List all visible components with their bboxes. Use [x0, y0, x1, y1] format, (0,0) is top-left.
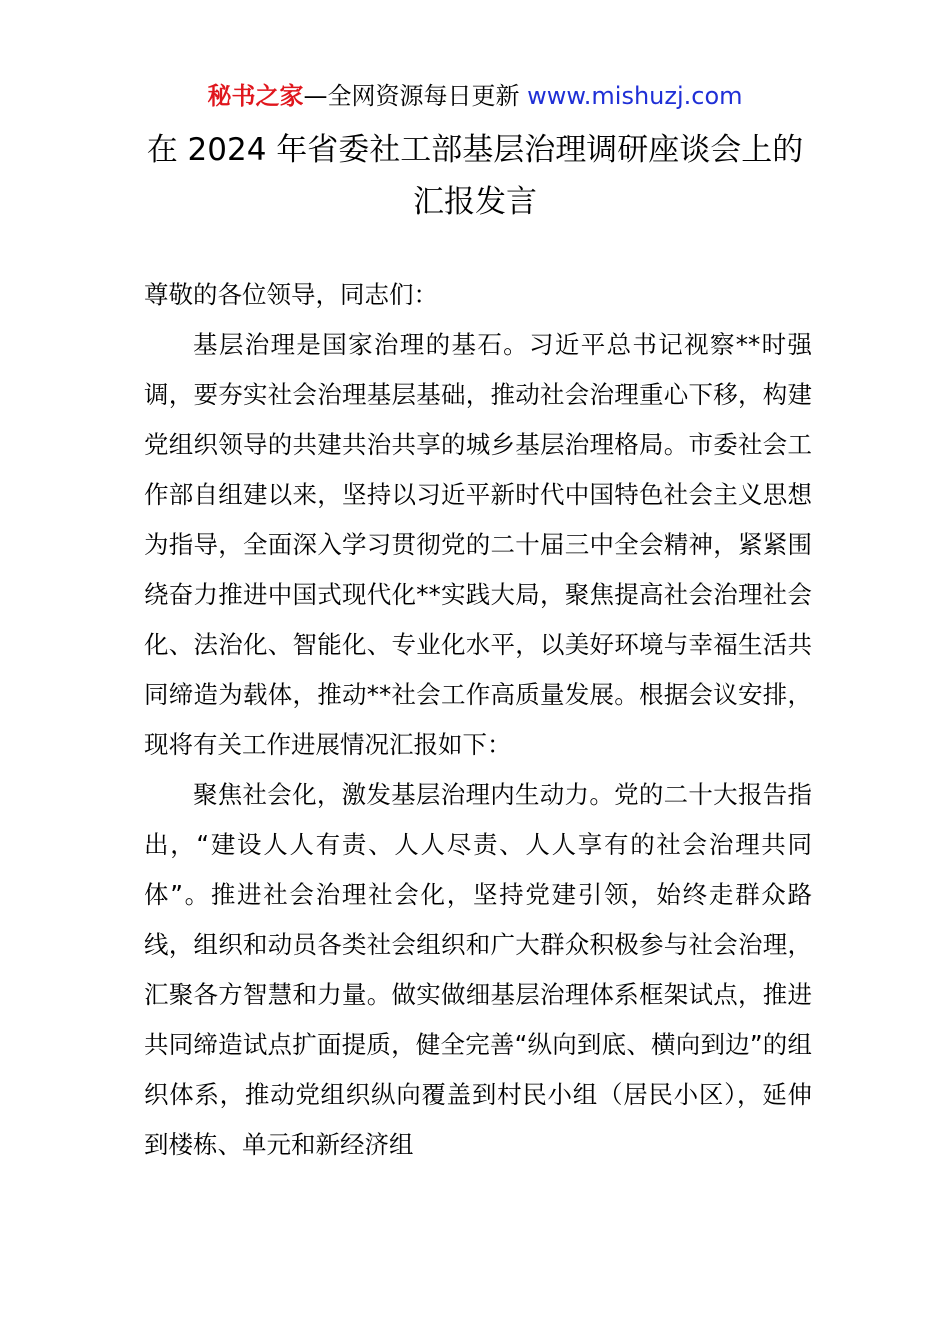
document-body: [144, 270, 812, 1170]
salutation: 尊敬的各位领导，同志们：: [144, 280, 438, 309]
document-title: [0, 124, 950, 228]
site-header: [0, 80, 950, 112]
title-line-2: 汇报发言: [413, 184, 537, 220]
brand-name: 秘书之家: [207, 82, 304, 110]
site-url-link[interactable]: www.mishuzj.com: [527, 82, 743, 110]
paragraph-socialization: 聚焦社会化，激发基层治理内生动力。党的二十大报告指出，“建设人人有责、人人尽责、人人享有的社会治理共同体”。推进社会治理社会化，坚持党建引领，始终走群众路线，组织和动员各类社会组织和广大群众积极参与社会治理，汇聚各方智慧和力量。做实做细基层治理体系框架试点，推进共同缔造试点扩面提质，健全完善“纵向到底、横向到边”的组织体系，推动党组织纵向覆盖到村民小组（居民小区），延伸到楼栋、单元和新经济组: [144, 780, 812, 1159]
title-line-1: 在 2024 年省委社工部基层治理调研座谈会上的: [146, 132, 804, 168]
header-tagline: —全网资源每日更新: [303, 82, 528, 110]
paragraph-intro: 基层治理是国家治理的基石。习近平总书记视察**时强调，要夯实社会治理基层基础，推动社会治理重心下移，构建党组织领导的共建共治共享的城乡基层治理格局。市委社会工作部自组建以来，坚持以习近平新时代中国特色社会主义思想为指导，全面深入学习贯彻党的二十届三中全会精神，紧紧围绕奋力推进中国式现代化**实践大局，聚焦提高社会治理社会化、法治化、智能化、专业化水平，以美好环境与幸福生活共同缔造为载体，推动**社会工作高质量发展。根据会议安排，现将有关工作进展情况汇报如下：: [144, 330, 812, 759]
